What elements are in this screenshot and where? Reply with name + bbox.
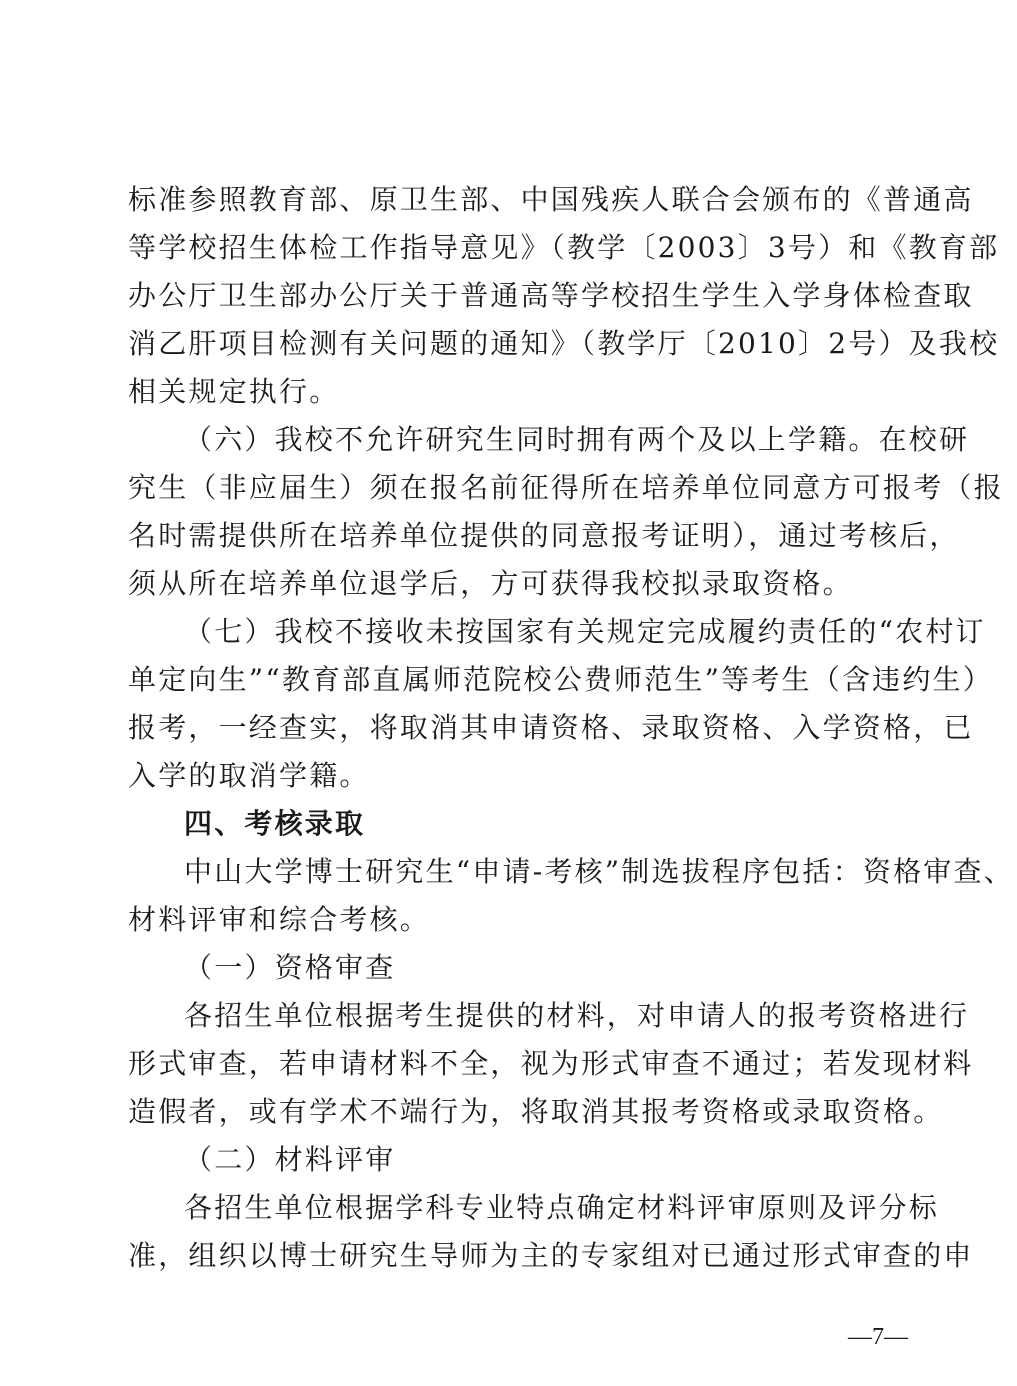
text-line: 须从所在培养单位退学后，方可获得我校拟录取资格。 [128, 567, 853, 600]
subsection-heading: （二）材料评审 [184, 1143, 396, 1176]
paragraph-seven-start: （七）我校不接收未按国家有关规定完成履约责任的“农村订 [184, 615, 986, 648]
text-line: 究生（非应届生）须在报名前征得所在培养单位同意方可报考（报 [128, 471, 1004, 504]
page-number: —7— [848, 1324, 908, 1350]
text-line: 单定向生”“教育部直属师范院校公费师范生”等考生（含违约生） [128, 663, 993, 696]
text-line: 中山大学博士研究生“申请-考核”制选拔程序包括：资格审查、 [184, 855, 1014, 888]
text-line: 名时需提供所在培养单位提供的同意报考证明），通过考核后， [128, 519, 960, 552]
text-line: 各招生单位根据学科专业特点确定材料评审原则及评分标 [184, 1191, 940, 1224]
text-line: 材料评审和综合考核。 [128, 903, 431, 936]
text-line: 各招生单位根据考生提供的材料，对申请人的报考资格进行 [184, 999, 970, 1032]
text-line: 准，组织以博士研究生导师为主的专家组对已通过形式审查的申 [128, 1239, 974, 1272]
text-line: 造假者，或有学术不端行为，将取消其报考资格或录取资格。 [128, 1095, 944, 1128]
text-line: 报考，一经查实，将取消其申请资格、录取资格、入学资格，已 [128, 711, 974, 744]
text-line: 相关规定执行。 [128, 375, 340, 408]
text-line: 形式审查，若申请材料不全，视为形式审查不通过；若发现材料 [128, 1047, 974, 1080]
document-page [128, 170, 1014, 1320]
paragraph-six-start: （六）我校不允许研究生同时拥有两个及以上学籍。在校研 [184, 423, 970, 456]
text-line: 入学的取消学籍。 [128, 759, 370, 792]
text-line: 消乙肝项目检测有关问题的通知》（教学厅〔2010〕2号）及我校 [128, 327, 1000, 360]
text-line: 等学校招生体检工作指导意见》（教学〔2003〕3号）和《教育部 [128, 231, 1000, 264]
section-heading: 四、考核录取 [184, 807, 366, 840]
subsection-heading: （一）资格审查 [184, 951, 396, 984]
text-line: 办公厅卫生部办公厅关于普通高等学校招生学生入学身体检查取 [128, 279, 974, 312]
text-line: 标准参照教育部、原卫生部、中国残疾人联合会颁布的《普通高 [128, 183, 974, 216]
